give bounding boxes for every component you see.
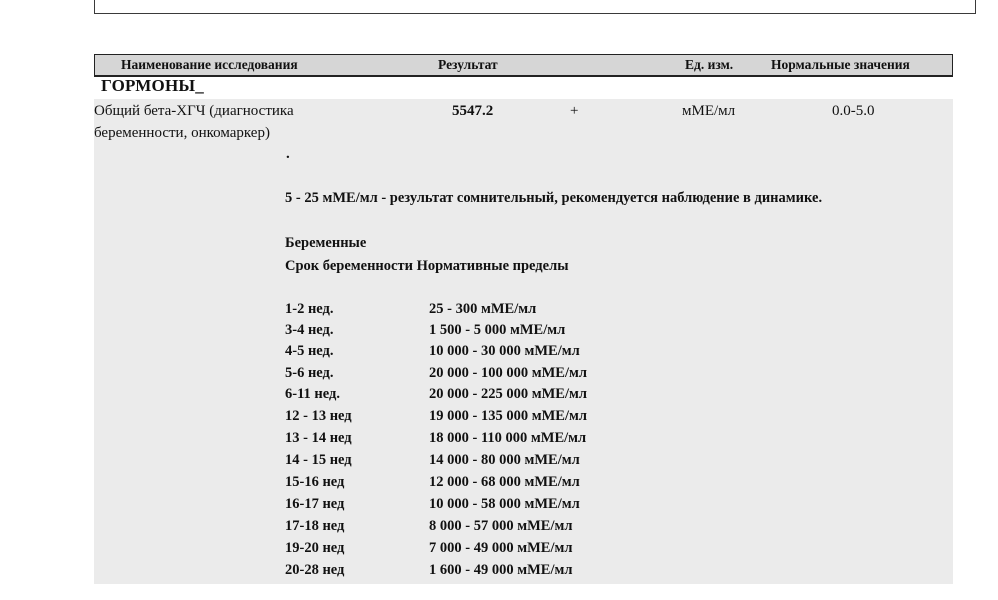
test-normal-range: 0.0-5.0 [832, 103, 875, 119]
reference-range: 12 000 - 68 000 мМЕ/мл [429, 474, 580, 490]
reference-table-subheader: Срок беременности Нормативные пределы [285, 258, 569, 274]
column-header-result: Результат [438, 57, 498, 72]
test-result-value: 5547.2 [452, 103, 494, 119]
column-header-normal-values: Нормальные значения [771, 57, 910, 72]
reference-range: 19 000 - 135 000 мМЕ/мл [429, 408, 587, 424]
reference-term: 1-2 нед. [285, 301, 334, 317]
note-pregnant-title: Беременные [285, 235, 367, 251]
reference-range: 14 000 - 80 000 мМЕ/мл [429, 452, 580, 468]
reference-term: 20-28 нед [285, 562, 345, 578]
test-name-line1: Общий бета-ХГЧ (диагностика [94, 103, 294, 119]
reference-range: 7 000 - 49 000 мМЕ/мл [429, 540, 573, 556]
reference-term: 19-20 нед [285, 540, 345, 556]
reference-term: 4-5 нед. [285, 343, 334, 359]
reference-term: 14 - 15 нед [285, 452, 352, 468]
reference-range: 1 600 - 49 000 мМЕ/мл [429, 562, 573, 578]
reference-range: 1 500 - 5 000 мМЕ/мл [429, 322, 566, 338]
note-doubtful-result: 5 - 25 мМЕ/мл - результат сомнительный, рекомендуется наблюдение в динамике. [285, 190, 823, 206]
section-title: ГОРМОНЫ_ [101, 76, 204, 95]
column-header-test-name: Наименование исследования [121, 57, 298, 72]
reference-term: 16-17 нед [285, 496, 345, 512]
reference-range: 20 000 - 225 000 мМЕ/мл [429, 386, 587, 402]
reference-range: 25 - 300 мМЕ/мл [429, 301, 537, 317]
column-header-unit: Ед. изм. [685, 57, 734, 72]
reference-range: 20 000 - 100 000 мМЕ/мл [429, 365, 587, 381]
test-result-flag: + [570, 103, 579, 119]
reference-range: 18 000 - 110 000 мМЕ/мл [429, 430, 587, 446]
reference-term: 13 - 14 нед [285, 430, 352, 446]
test-unit: мМЕ/мл [682, 103, 736, 119]
reference-range: 8 000 - 57 000 мМЕ/мл [429, 518, 573, 534]
reference-term: 15-16 нед [285, 474, 345, 490]
reference-term: 17-18 нед [285, 518, 345, 534]
reference-term: 3-4 нед. [285, 322, 334, 338]
reference-range: 10 000 - 58 000 мМЕ/мл [429, 496, 580, 512]
reference-term: 5-6 нед. [285, 365, 334, 381]
table-header [94, 54, 953, 77]
reference-term: 12 - 13 нед [285, 408, 352, 424]
reference-range: 10 000 - 30 000 мМЕ/мл [429, 343, 580, 359]
note-dot: . [286, 146, 290, 162]
top-info-box [94, 0, 976, 14]
test-name-line2: беременности, онкомаркер) [94, 125, 270, 141]
reference-term: 6-11 нед. [285, 386, 340, 402]
